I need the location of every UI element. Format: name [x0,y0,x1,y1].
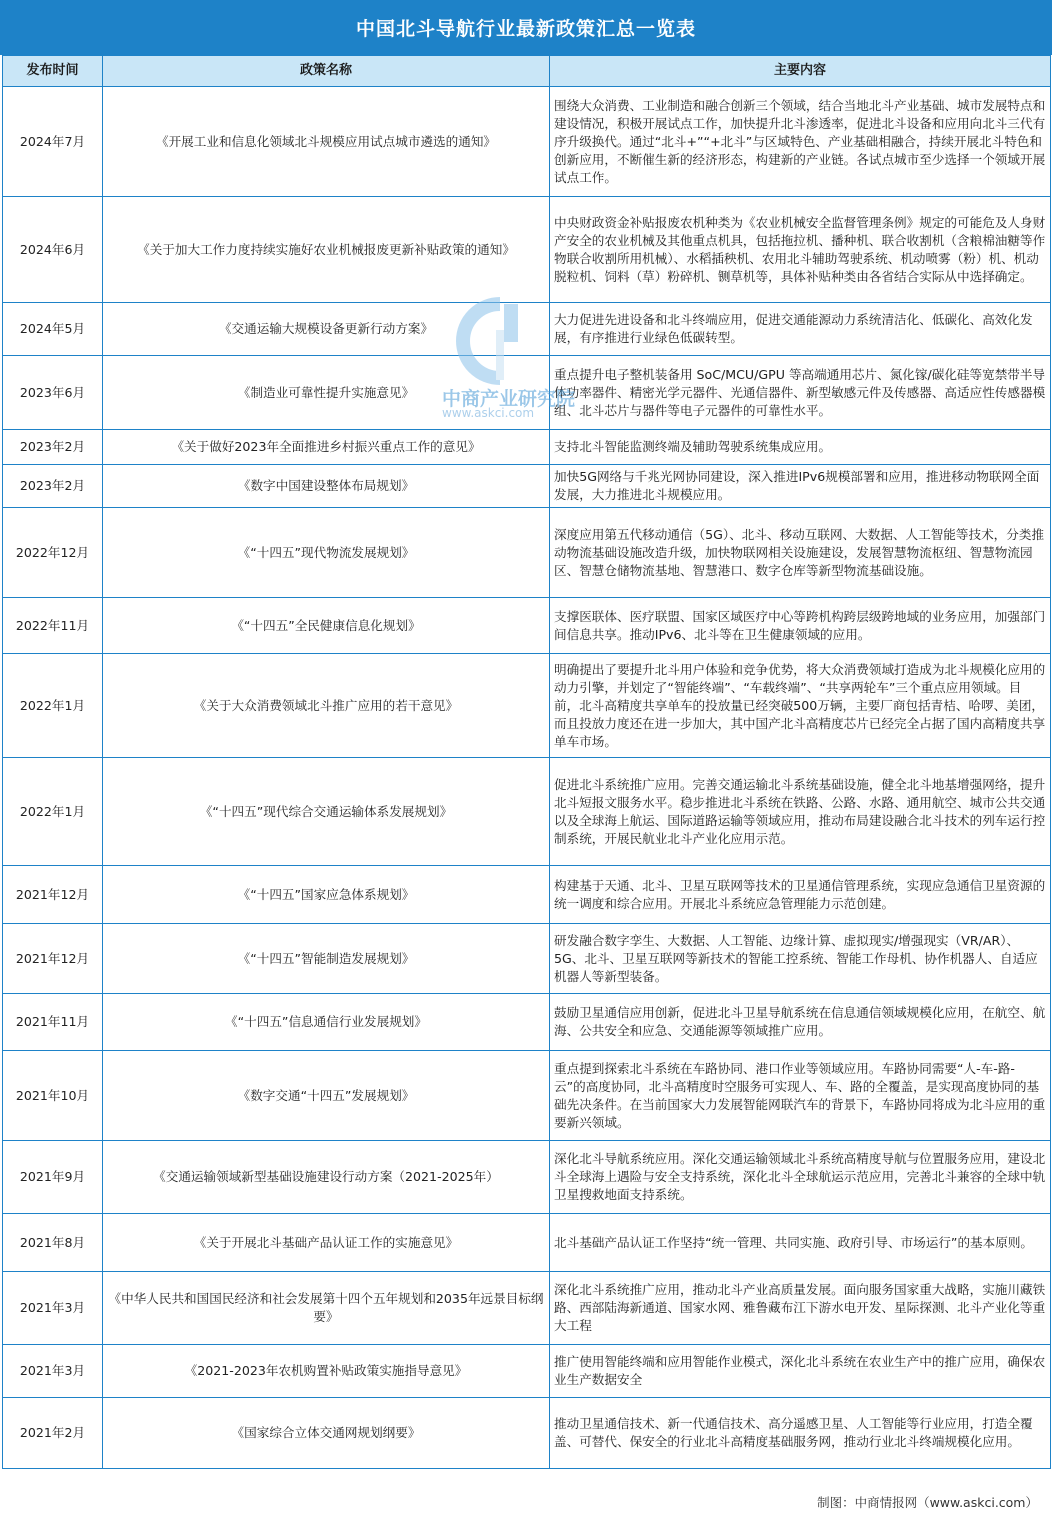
watermark-url: www.askci.com [442,406,535,420]
row-content: 构建基于天通、北斗、卫星互联网等技术的卫星通信管理系统，实现应急通信卫星资源的统一调度和综合应用。开展北斗系统应急管理能力示范创建。 [550,866,1051,924]
row-date: 2021年12月 [3,924,103,994]
table-row [3,1398,1051,1469]
header-date: 发布时间 [3,56,103,87]
row-policy-name: 《关于大众消费领域北斗推广应用的若干意见》 [103,654,550,758]
row-content: 重点提到探索北斗系统在车路协同、港口作业等领域应用。车路协同需要“人-车-路-云”的高度协同，北斗高精度时空服务可实现人、车、路的全覆盖，是实现高度协同的基础先决条件。在当前国家大力发展智能网联汽车的背景下，车路协同将成为北斗应用的重要新兴领域。 [550,1051,1051,1141]
row-policy-name: 《国家综合立体交通网规划纲要》 [103,1398,550,1469]
table-body [3,87,1051,1469]
header-content: 主要内容 [550,56,1051,87]
row-content: 推广使用智能终端和应用智能作业模式，深化北斗系统在农业生产中的推广应用，确保农业生产数据安全 [550,1345,1051,1398]
table-row [3,758,1051,866]
row-date: 2023年2月 [3,430,103,465]
row-policy-name: 《关于做好2023年全面推进乡村振兴重点工作的意见》 [103,430,550,465]
row-date: 2024年5月 [3,303,103,356]
row-content: 深度应用第五代移动通信（5G）、北斗、移动互联网、大数据、人工智能等技术，分类推动物流基础设施改造升级，加快物联网相关设施建设，发展智慧物流枢纽、智慧物流园区、智慧仓储物流基地、智慧港口、数字仓库等新型物流基础设施。 [550,508,1051,598]
row-content: 推动卫星通信技术、新一代通信技术、高分遥感卫星、人工智能等行业应用，打造全覆盖、可替代、保安全的行业北斗高精度基础服务网，推动行业北斗终端规模化应用。 [550,1398,1051,1469]
policy-table [2,55,1051,1469]
table-row [3,1141,1051,1214]
row-content: 中央财政资金补贴报废农机种类为《农业机械安全监督管理条例》规定的可能危及人身财产安全的农业机械及其他重点机具，包括拖拉机、播种机、联合收割机（含粮棉油糖等作物联合收割所用机械）、水稻插秧机、农用北斗辅助驾驶系统、机动喷雾（粉）机、机动脱粒机、饲料（草）粉碎机、铡草机等，具体补贴种类由各省结合实际从中选择确定。 [550,197,1051,303]
row-policy-name: 《制造业可靠性提升实施意见》 [103,356,550,430]
row-content: 鼓励卫星通信应用创新，促进北斗卫星导航系统在信息通信领域规模化应用，在航空、航海、公共安全和应急、交通能源等领域推广应用。 [550,994,1051,1051]
row-date: 2022年1月 [3,758,103,866]
row-policy-name: 《关于加大工作力度持续实施好农业机械报废更新补贴政策的通知》 [103,197,550,303]
row-content: 大力促进先进设备和北斗终端应用，促进交通能源动力系统清洁化、低碳化、高效化发展，有序推进行业绿色低碳转型。 [550,303,1051,356]
table-row [3,1214,1051,1272]
row-date: 2024年6月 [3,197,103,303]
table-row [3,1345,1051,1398]
row-policy-name: 《“十四五”全民健康信息化规划》 [103,598,550,654]
row-date: 2021年2月 [3,1398,103,1469]
table-row [3,508,1051,598]
row-content: 支持北斗智能监测终端及辅助驾驶系统集成应用。 [550,430,1051,465]
row-date: 2023年2月 [3,465,103,508]
row-policy-name: 《“十四五”现代物流发展规划》 [103,508,550,598]
row-content: 促进北斗系统推广应用。完善交通运输北斗系统基础设施，健全北斗地基增强网络，提升北斗短报文服务水平。稳步推进北斗系统在铁路、公路、水路、通用航空、城市公共交通以及全球海上航运、国际道路运输等领域应用，推动布局建设融合北斗技术的列车运行控制系统，开展民航业北斗产业化应用示范。 [550,758,1051,866]
row-date: 2021年8月 [3,1214,103,1272]
row-policy-name: 《开展工业和信息化领域北斗规模应用试点城市遴选的通知》 [103,87,550,197]
table-row [3,1272,1051,1345]
table-row [3,430,1051,465]
header-name: 政策名称 [103,56,550,87]
table-header-row [3,56,1051,87]
row-policy-name: 《“十四五”现代综合交通运输体系发展规划》 [103,758,550,866]
row-date: 2021年3月 [3,1345,103,1398]
row-date: 2024年7月 [3,87,103,197]
row-policy-name: 《“十四五”国家应急体系规划》 [103,866,550,924]
row-date: 2023年6月 [3,356,103,430]
row-content: 围绕大众消费、工业制造和融合创新三个领域，结合当地北斗产业基础、城市发展特点和建设情况，积极开展试点工作，加快提升北斗渗透率，促进北斗设备和应用向北斗三代有序升级换代。通过“北斗+”“+北斗”与区域特色、产业基础相融合，持续开展北斗特色和创新应用，不断催生新的经济形态，构建新的产业链。各试点城市至少选择一个领域开展试点工作。 [550,87,1051,197]
page-title: 中国北斗导航行业最新政策汇总一览表 [0,0,1052,55]
table-row [3,654,1051,758]
row-policy-name: 《数字中国建设整体布局规划》 [103,465,550,508]
row-policy-name: 《数字交通“十四五”发展规划》 [103,1051,550,1141]
table-row [3,1051,1051,1141]
row-content: 重点提升电子整机装备用 SoC/MCU/GPU 等高端通用芯片、氮化镓/碳化硅等宽禁带半导体功率器件、精密光学元器件、光通信器件、新型敏感元件及传感器、高适应性传感器模组、北斗芯片与器件等电子元器件的可靠性水平。 [550,356,1051,430]
row-date: 2022年1月 [3,654,103,758]
row-content: 深化北斗导航系统应用。深化交通运输领域北斗系统高精度导航与位置服务应用，建设北斗全球海上遇险与安全支持系统，深化北斗全球航运示范应用，完善北斗兼容的全球中轨卫星搜救地面支持系统。 [550,1141,1051,1214]
table-row [3,598,1051,654]
table-row [3,994,1051,1051]
table-row [3,356,1051,430]
row-policy-name: 《交通运输大规模设备更新行动方案》 [103,303,550,356]
watermark-name: 中商产业研究院 [442,388,576,410]
row-content: 支撑医联体、医疗联盟、国家区域医疗中心等跨机构跨层级跨地域的业务应用，加强部门间信息共享。推动IPv6、北斗等在卫生健康领域的应用。 [550,598,1051,654]
row-policy-name: 《2021-2023年农机购置补贴政策实施指导意见》 [103,1345,550,1398]
row-content: 加快5G网络与千兆光网协同建设，深入推进IPv6规模部署和应用，推进移动物联网全面发展，大力推进北斗规模应用。 [550,465,1051,508]
row-date: 2021年12月 [3,866,103,924]
row-policy-name: 《中华人民共和国国民经济和社会发展第十四个五年规划和2035年远景目标纲要》 [103,1272,550,1345]
row-date: 2022年11月 [3,598,103,654]
row-policy-name: 《“十四五”智能制造发展规划》 [103,924,550,994]
table-row [3,924,1051,994]
table-row [3,197,1051,303]
row-content: 研发融合数字孪生、大数据、人工智能、边缘计算、虚拟现实/增强现实（VR/AR）、5G、北斗、卫星互联网等新技术的智能工控系统、智能工作母机、协作机器人、自适应机器人等新型装备。 [550,924,1051,994]
row-date: 2021年3月 [3,1272,103,1345]
source-note: 制图：中商情报网（www.askci.com） [817,1495,1038,1510]
row-date: 2021年10月 [3,1051,103,1141]
row-policy-name: 《关于开展北斗基础产品认证工作的实施意见》 [103,1214,550,1272]
table-row [3,465,1051,508]
row-content: 北斗基础产品认证工作坚持“统一管理、共同实施、政府引导、市场运行”的基本原则。 [550,1214,1051,1272]
row-content: 深化北斗系统推广应用，推动北斗产业高质量发展。面向服务国家重大战略，实施川藏铁路、西部陆海新通道、国家水网、雅鲁藏布江下游水电开发、星际探测、北斗产业化等重大工程 [550,1272,1051,1345]
table-row [3,87,1051,197]
row-policy-name: 《“十四五”信息通信行业发展规划》 [103,994,550,1051]
row-date: 2022年12月 [3,508,103,598]
table-row [3,866,1051,924]
row-date: 2021年9月 [3,1141,103,1214]
row-content: 明确提出了要提升北斗用户体验和竞争优势，将大众消费领域打造成为北斗规模化应用的动力引擎，并划定了“智能终端”、“车载终端”、“共享两轮车”三个重点应用领域。目前，北斗高精度共享单车的投放量已经突破500万辆，主要厂商包括青桔、哈啰、美团，而且投放力度还在进一步加大，其中国产北斗高精度芯片已经完全占据了国内高精度共享单车市场。 [550,654,1051,758]
row-policy-name: 《交通运输领域新型基础设施建设行动方案（2021-2025年） [103,1141,550,1214]
table-row [3,303,1051,356]
row-date: 2021年11月 [3,994,103,1051]
